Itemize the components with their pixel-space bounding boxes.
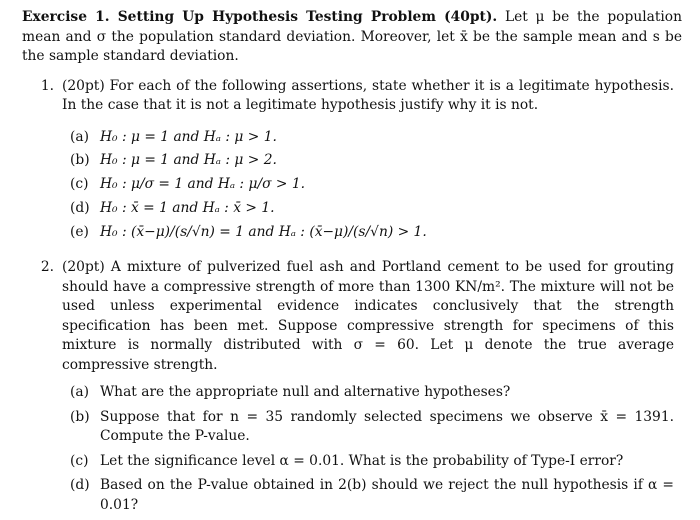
item-label: (e) <box>62 223 100 243</box>
problem-1-item-b <box>62 151 674 171</box>
item-text: Suppose that for n = 35 randomly selected specimens we observe x̄ = 1391. Compute the P-value. <box>100 408 674 447</box>
exercise-title: Exercise 1. Setting Up Hypothesis Testing Problem (40pt). <box>22 9 497 25</box>
item-text: What are the appropriate null and alternative hypotheses? <box>100 383 674 403</box>
item-label: (a) <box>62 128 100 148</box>
item-text: H₀ : (x̄−μ)/(s/√n) = 1 and Hₐ : (x̄−μ)/(s/√n) > 1. <box>100 223 674 243</box>
problem-1 <box>22 77 682 247</box>
problem-2-item-b <box>62 408 674 447</box>
problem-1-item-a <box>62 128 674 148</box>
item-text: Let the significance level α = 0.01. What is the probability of Type-I error? <box>100 452 674 472</box>
exercise-intro-text: Let μ be the population mean and σ the population standard deviation. Moreover, let x̄ be the sample mean and s be the sample standard deviation. <box>22 9 682 64</box>
item-label: (d) <box>62 199 100 219</box>
problem-2-number: 2. <box>22 258 62 520</box>
item-text: Based on the P-value obtained in 2(b) should we reject the null hypothesis if α = 0.01? <box>100 476 674 515</box>
problem-1-item-e <box>62 223 674 243</box>
problem-1-item-d <box>62 199 674 219</box>
problem-2-item-c <box>62 452 674 472</box>
item-label: (a) <box>62 383 100 403</box>
problem-2-item-a <box>62 383 674 403</box>
problem-1-number: 1. <box>22 77 62 247</box>
problem-1-text: (20pt) For each of the following assertions, state whether it is a legitimate hypothesis. In the case that it is not a legitimate hypothesis justify why it is not. <box>62 77 674 116</box>
item-label: (d) <box>62 476 100 515</box>
item-label: (b) <box>62 151 100 171</box>
item-text: H₀ : x̄ = 1 and Hₐ : x̄ > 1. <box>100 199 674 219</box>
item-label: (b) <box>62 408 100 447</box>
item-text: H₀ : μ = 1 and Hₐ : μ > 2. <box>100 151 674 171</box>
problem-2-text: (20pt) A mixture of pulverized fuel ash and Portland cement to be used for grouting should have a compressive strength of more than 1300 KN/m². The mixture will not be used unless experimental evidence indicates conclusively that the strength specification has been met. Suppose compressive strength for specimens of this mixture is normally distributed with σ = 60. Let μ denote the true average compressive strength. <box>62 258 674 375</box>
item-label: (c) <box>62 452 100 472</box>
item-label: (c) <box>62 175 100 195</box>
item-text: H₀ : μ = 1 and Hₐ : μ > 1. <box>100 128 674 148</box>
problem-2-item-d <box>62 476 674 515</box>
item-text: H₀ : μ/σ = 1 and Hₐ : μ/σ > 1. <box>100 175 674 195</box>
problem-2-items <box>62 383 674 515</box>
problem-list <box>22 77 682 520</box>
problem-2 <box>22 258 682 520</box>
exercise-intro <box>22 8 682 67</box>
problem-1-item-c <box>62 175 674 195</box>
problem-1-items <box>62 128 674 243</box>
